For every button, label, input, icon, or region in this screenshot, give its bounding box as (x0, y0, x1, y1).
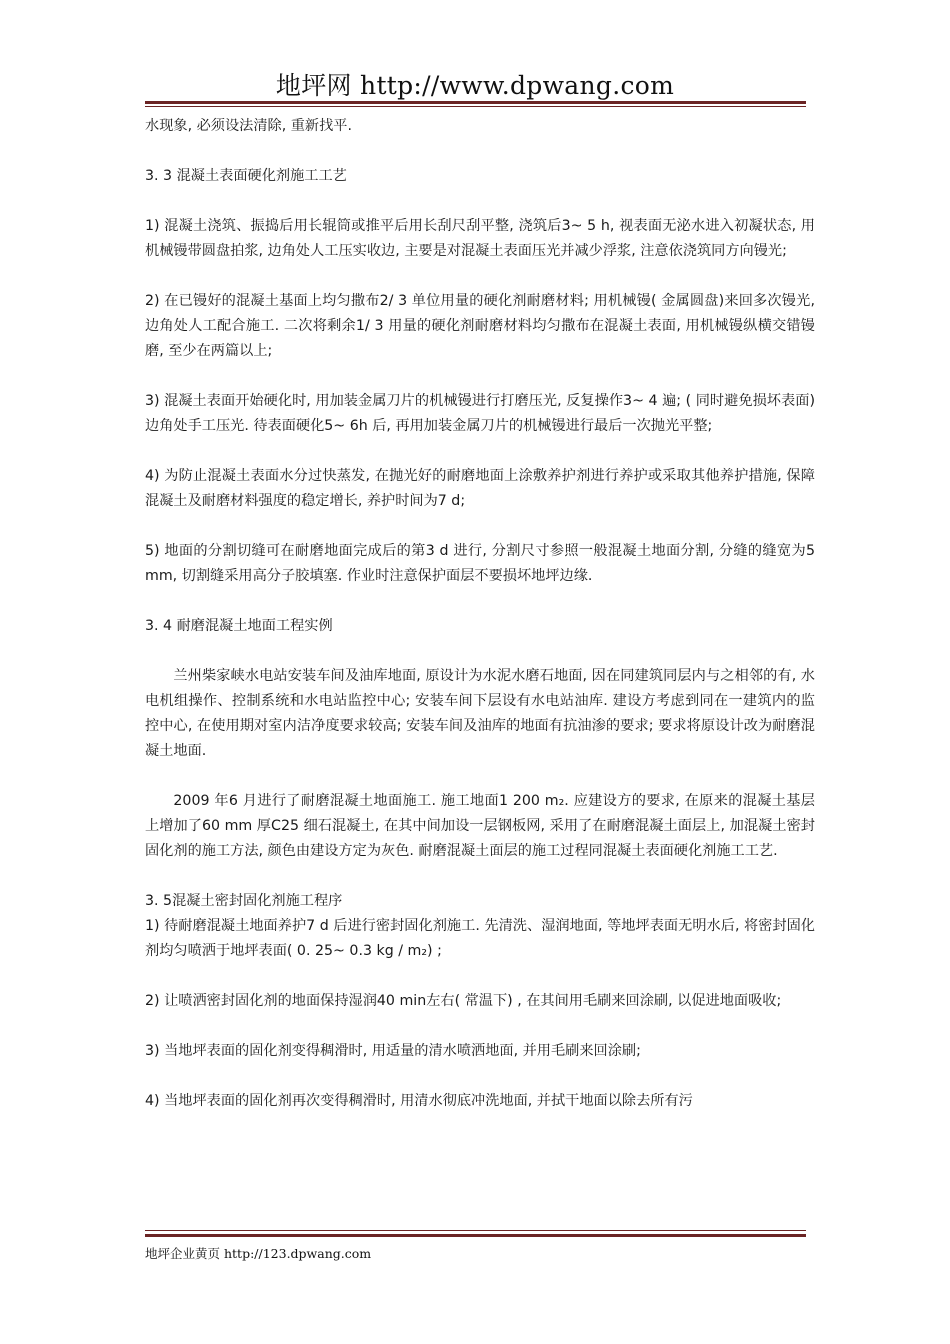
paragraph: 水现象, 必须设法清除, 重新找平. (145, 118, 352, 134)
footer-rule-thick (145, 1234, 806, 1237)
paragraph: 2) 在已镘好的混凝土基面上均匀撒布2/ 3 单位用量的硬化剂耐磨材料; 用机械镘( 金属圆盘)来回多次镘光, 边角处人工配合施工. 二次将剩余1/ 3 用量的硬化剂耐磨材料均匀撒布在混凝土表面, 用机械镘纵横交错镘磨, 至少在两篇以上; (145, 293, 815, 359)
section-heading: 3. 5混凝土密封固化剂施工程序 (145, 893, 343, 909)
paragraph: 2) 让喷洒密封固化剂的地面保持湿润40 min左右( 常温下) , 在其间用毛刷来回涂刷, 以促进地面吸收; (145, 993, 782, 1009)
paragraph: 1) 混凝土浇筑、振捣后用长辊筒或推平后用长刮尺刮平整, 浇筑后3~ 5 h, 视表面无泌水进入初凝状态, 用机械镘带圆盘拍浆, 边角处人工压实收边, 主要是对混凝土表面压光并减少浮浆, 注意依浇筑同方向镘光; (145, 218, 815, 259)
paragraph: 兰州柴家峡水电站安装车间及油库地面, 原设计为水泥水磨石地面, 因在同建筑同层内与之相邻的有, 水电机组操作、控制系统和水电站监控中心; 安装车间下层设有水电站油库. 建设方考虑到同在一建筑内的监控中心, 在使用期对室内洁净度要求较高; 安装车间及油库的地面有抗油渗的要求; 要求将原设计改为耐磨混凝土地面. (145, 668, 815, 759)
paragraph: 3) 当地坪表面的固化剂变得稠滑时, 用适量的清水喷洒地面, 并用毛刷来回涂刷; (145, 1043, 641, 1059)
header-title: 地坪网 http://www.dpwang.com (275, 71, 675, 100)
document-body (145, 114, 815, 1114)
header-rule-thick (145, 101, 806, 104)
header-rule-thin (145, 106, 806, 107)
paragraph: 5) 地面的分割切缝可在耐磨地面完成后的第3 d 进行, 分割尺寸参照一般混凝土地面分割, 分缝的缝宽为5 mm, 切割缝采用高分子胶填塞. 作业时注意保护面层不要损坏地坪边缘. (145, 543, 815, 584)
footer-link-text: 地坪企业黄页 http://123.dpwang.com (145, 1246, 372, 1261)
paragraph: 3) 混凝土表面开始硬化时, 用加装金属刀片的机械镘进行打磨压光, 反复操作3~ 4 遍; ( 同时避免损坏表面) 边角处手工压光. 待表面硬化5~ 6h 后, 再用加装金属刀片的机械镘进行最后一次抛光平整; (145, 393, 815, 434)
section-heading: 3. 4 耐磨混凝土地面工程实例 (145, 618, 333, 634)
paragraph: 2009 年6 月进行了耐磨混凝土地面施工. 施工地面1 200 m₂. 应建设方的要求, 在原来的混凝土基层上增加了60 mm 厚C25 细石混凝土, 在其中间加设一层钢板网, 采用了在耐磨混凝土面层上, 加混凝土密封固化剂的施工方法, 颜色由建设方定为灰色. 耐磨混凝土面层的施工过程同混凝土表面硬化剂施工工艺. (145, 793, 815, 859)
paragraph: 4) 当地坪表面的固化剂再次变得稠滑时, 用清水彻底冲洗地面, 并拭干地面以除去所有污 (145, 1093, 693, 1109)
paragraph: 1) 待耐磨混凝土地面养护7 d 后进行密封固化剂施工. 先清洗、湿润地面, 等地坪表面无明水后, 将密封固化剂均匀喷洒于地坪表面( 0. 25~ 0.3 kg / m₂) ; (145, 918, 815, 959)
section-heading: 3. 3 混凝土表面硬化剂施工工艺 (145, 168, 347, 184)
paragraph: 4) 为防止混凝土表面水分过快蒸发, 在抛光好的耐磨地面上涂敷养护剂进行养护或采取其他养护措施, 保障混凝土及耐磨材料强度的稳定增长, 养护时间为7 d; (145, 468, 815, 509)
footer-rule-thin (145, 1230, 806, 1231)
